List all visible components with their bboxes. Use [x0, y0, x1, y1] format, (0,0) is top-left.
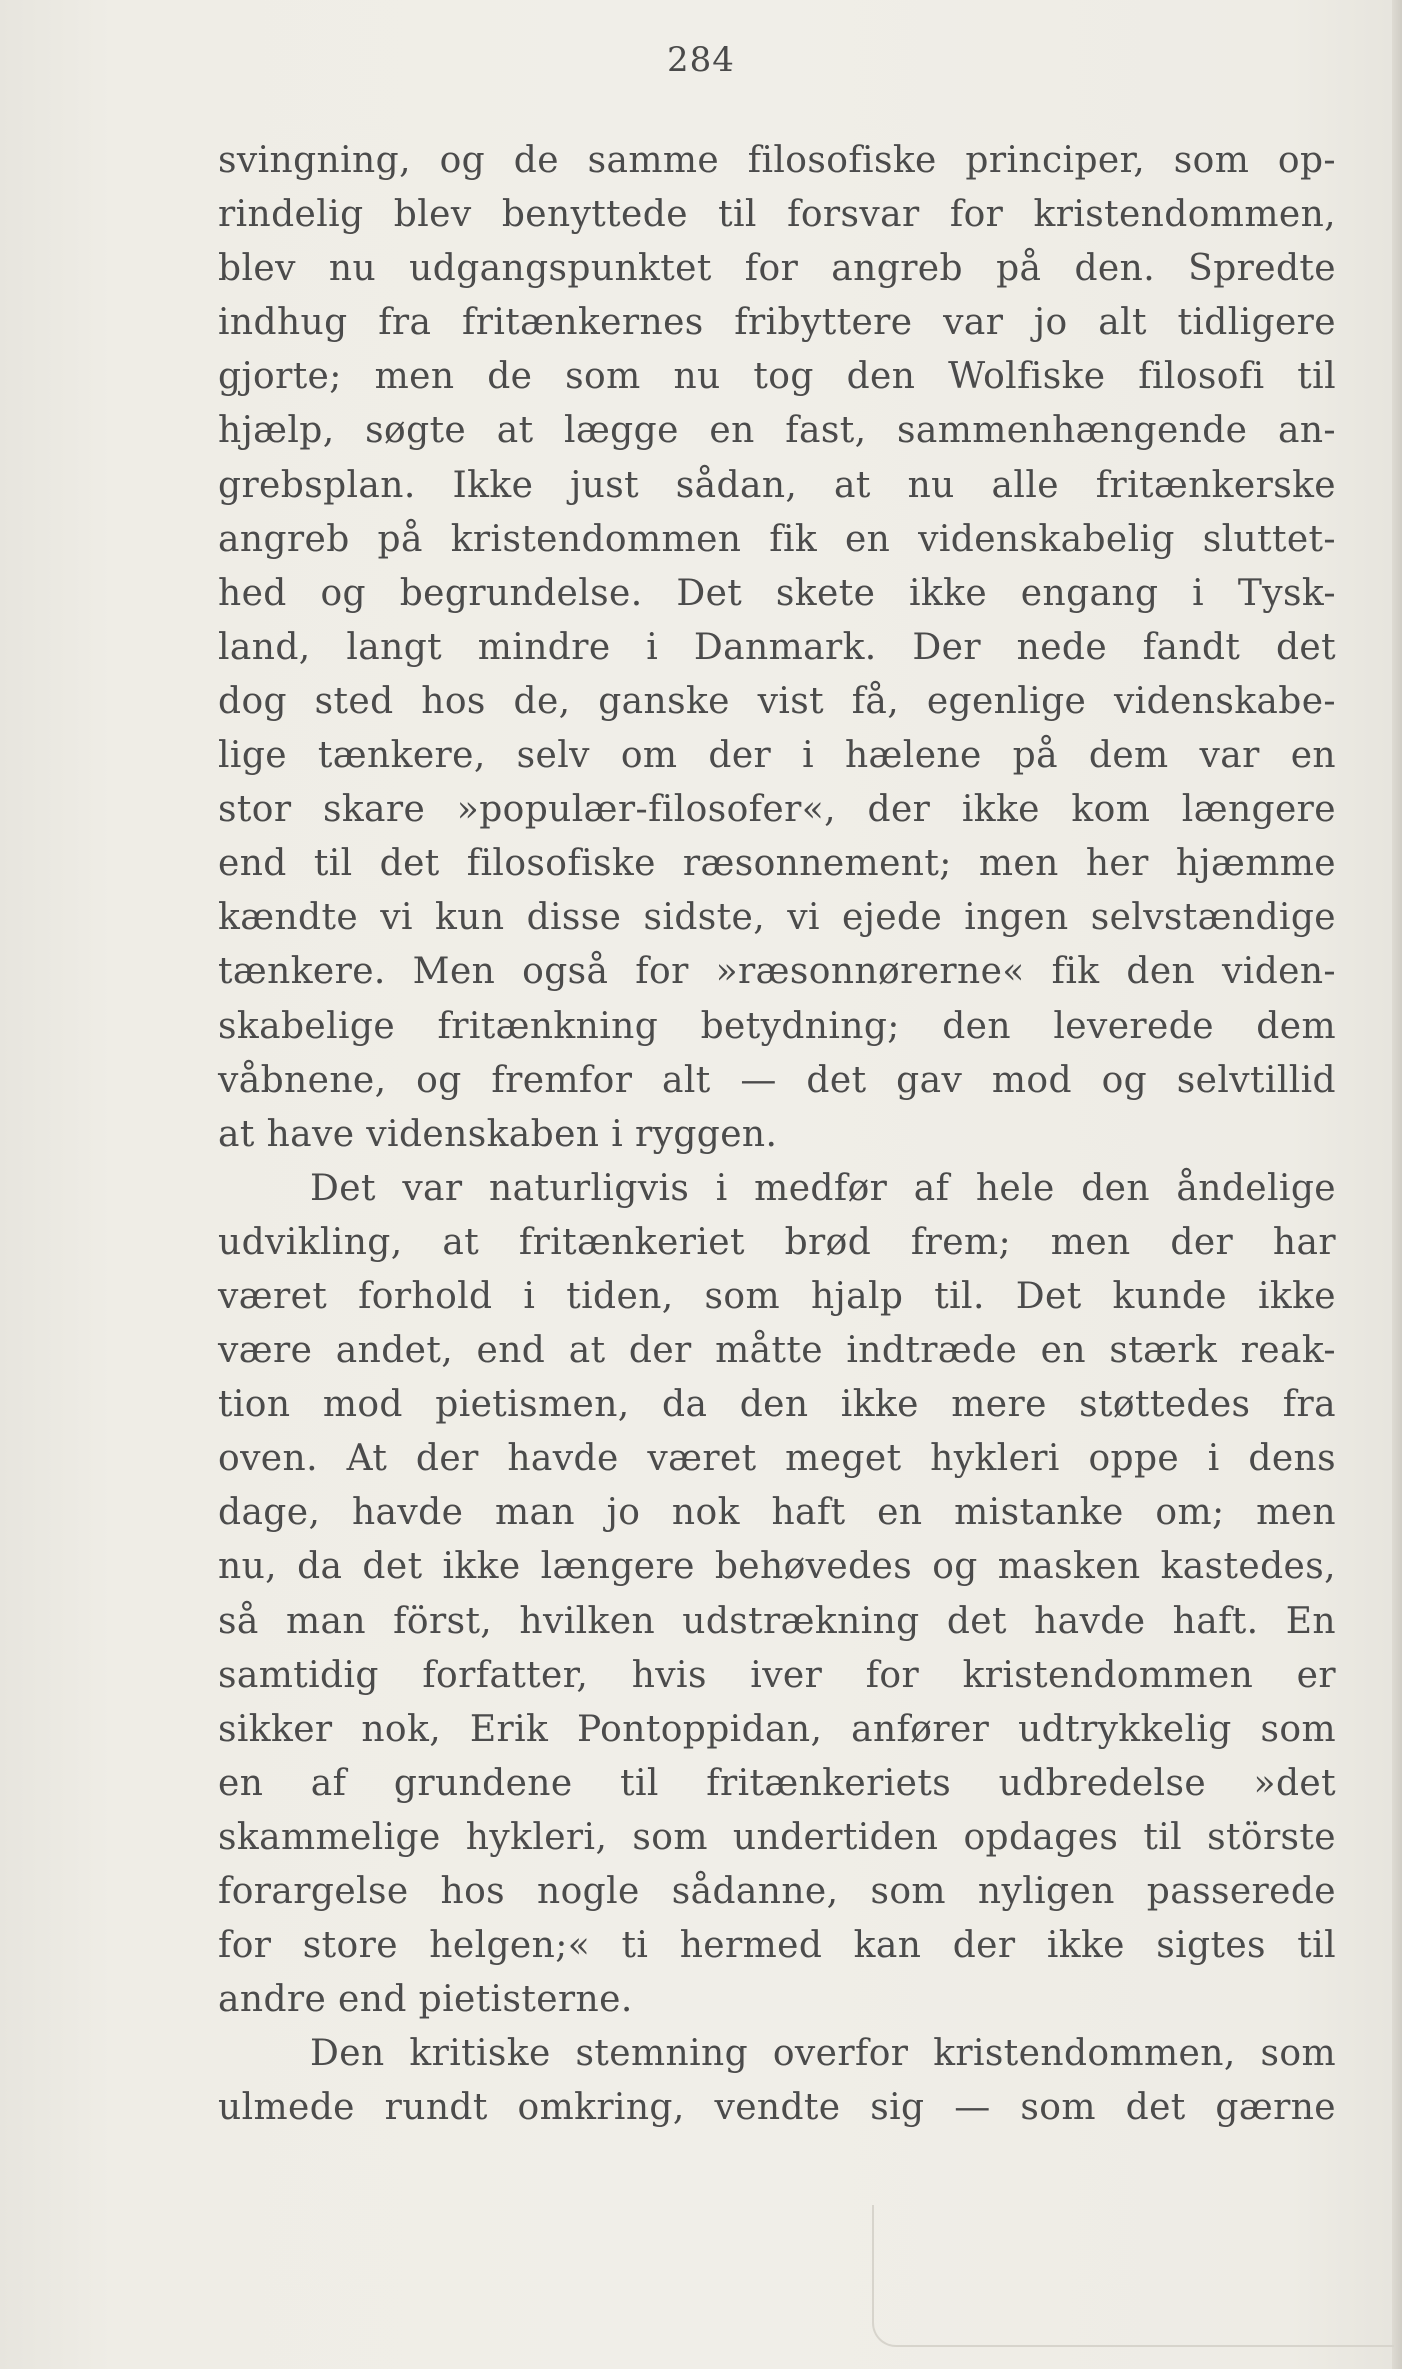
text-line: en af grundene til fritænkeriets udbredelse »det	[218, 1762, 1336, 1804]
text-line: Det var naturligvis i medfør af hele den åndelige	[310, 1167, 1336, 1209]
text-line: grebsplan. Ikke just sådan, at nu alle fritænkerske	[218, 464, 1336, 506]
text-line: indhug fra fritænkernes fribyttere var jo alt tidligere	[218, 302, 1336, 344]
text-line: gjorte; men de som nu tog den Wolfiske filosofi til	[218, 356, 1336, 398]
text-line: dog sted hos de, ganske vist få, egenlige videnskabe-	[218, 680, 1336, 722]
text-line: svingning, og de samme filosofiske principer, som op-	[218, 140, 1336, 181]
text-line: Den kritiske stemning overfor kristendommen, som	[310, 2033, 1336, 2075]
text-line: forargelse hos nogle sådanne, som nyligen passerede	[218, 1871, 1336, 1912]
body-text	[218, 134, 1336, 2135]
page-edge-shadow	[1392, 0, 1402, 2369]
text-line: tænkere. Men også for »ræsonnørerne« fik den viden-	[218, 951, 1336, 993]
text-line: sikker nok, Erik Pontoppidan, anfører udtrykkelig som	[218, 1708, 1336, 1750]
scan-artifact	[872, 2205, 1394, 2347]
text-line: være andet, end at der måtte indtræde en stærk reak-	[218, 1330, 1336, 1372]
text-line: for store helgen;« ti hermed kan der ikke sigtes til	[218, 1925, 1336, 1967]
text-line: land, langt mindre i Danmark. Der nede fandt det	[218, 626, 1336, 668]
text-line: dage, havde man jo nok haft en mistanke om; men	[218, 1492, 1336, 1534]
text-line: samtidig forfatter, hvis iver for kristendommen er	[218, 1654, 1336, 1696]
page-number: 284	[667, 40, 735, 80]
text-line: udvikling, at fritænkeriet brød frem; men der har	[218, 1221, 1336, 1263]
text-line: at have videnskaben i ryggen.	[218, 1113, 778, 1155]
text-line: skabelige fritænkning betydning; den leverede dem	[218, 1005, 1336, 1047]
text-line: angreb på kristendommen fik en videnskabelig sluttet-	[218, 518, 1336, 560]
text-line: lige tænkere, selv om der i hælene på dem var en	[218, 735, 1336, 777]
text-line: kændte vi kun disse sidste, vi ejede ingen selvstændige	[218, 897, 1336, 939]
text-line: våbnene, og fremfor alt — det gav mod og selvtillid	[218, 1059, 1336, 1101]
text-line: nu, da det ikke længere behøvedes og masken kastedes,	[218, 1546, 1336, 1588]
text-line: oven. At der havde været meget hykleri oppe i dens	[218, 1438, 1336, 1480]
text-line: ulmede rundt omkring, vendte sig — som det gærne	[218, 2087, 1336, 2129]
text-line: blev nu udgangspunktet for angreb på den. Spredte	[218, 248, 1336, 290]
text-line: været forhold i tiden, som hjalp til. Det kunde ikke	[218, 1275, 1336, 1317]
text-line: stor skare »populær-filosofer«, der ikke kom længere	[218, 789, 1336, 831]
text-line: hjælp, søgte at lægge en fast, sammenhængende an-	[218, 410, 1336, 452]
text-line: andre end pietisterne.	[218, 1979, 633, 2021]
text-line: end til det filosofiske ræsonnement; men her hjæmme	[218, 843, 1336, 885]
text-line: hed og begrundelse. Det skete ikke engang i Tysk-	[218, 572, 1336, 614]
text-line: skammelige hykleri, som undertiden opdages til störste	[218, 1816, 1336, 1858]
text-line: tion mod pietismen, da den ikke mere støttedes fra	[218, 1384, 1336, 1426]
text-line: rindelig blev benyttede til forsvar for kristendommen,	[218, 194, 1336, 236]
text-line: så man först, hvilken udstrækning det havde haft. En	[218, 1600, 1336, 1642]
